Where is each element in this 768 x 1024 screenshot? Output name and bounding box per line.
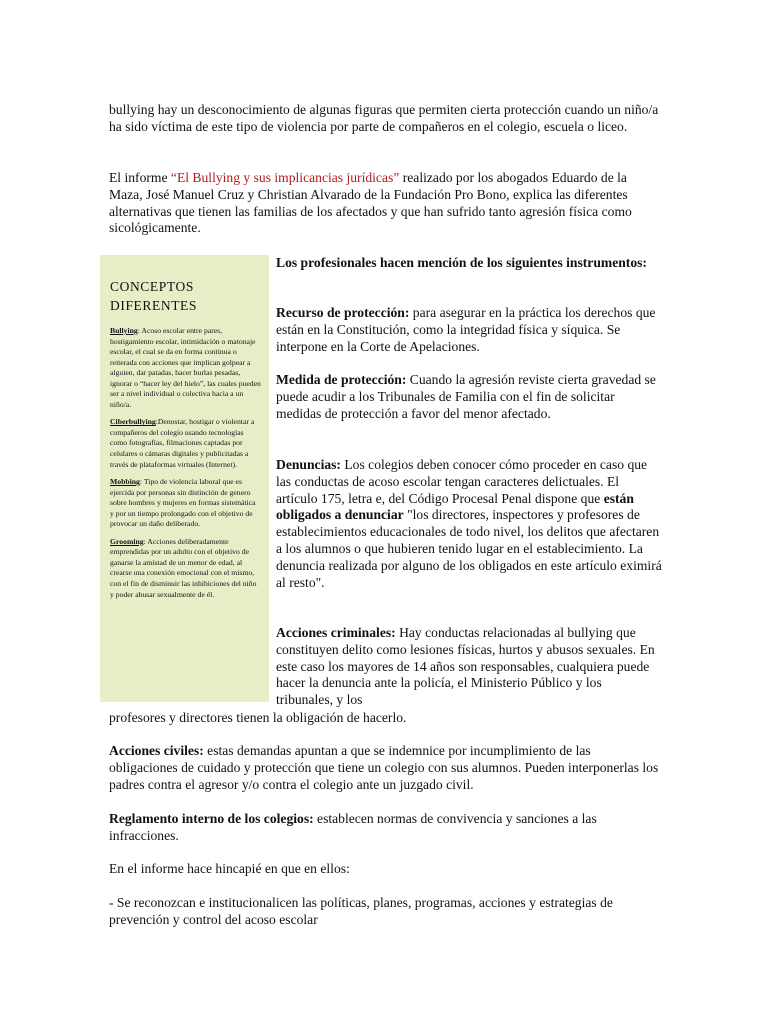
concept-term: Mobbing bbox=[110, 477, 140, 487]
medida-paragraph bbox=[276, 372, 662, 422]
criminales-label: Acciones criminales: bbox=[276, 625, 396, 640]
concept-definition: : Acciones deliberadamente emprendidas por un adulto con el objetivo de ganarse la amistad de un menor de edad, al crearse una conexión emocional con el mismo, con el fin de disminuir las inhibiciones del niño y poder abusar sexualmente de él. bbox=[110, 536, 257, 599]
concept-mobbing bbox=[110, 477, 261, 530]
denuncias-paragraph bbox=[276, 457, 662, 591]
criminales-text: Hay conductas relacionadas al bullying que constituyen delito como lesiones físicas, hurtos y abusos sexuales. En este caso los mayores de 14 años son responsables, cualquiera puede hacer la denuncia ante la policía, el Ministerio Público y los tribunales, y los bbox=[276, 625, 655, 708]
criminales-tail: profesores y directores tienen la obligación de hacerlo. bbox=[109, 710, 407, 725]
informe-body: realizado por los abogados Eduardo de la Maza, José Manuel Cruz y Christian Alvarado de la Fundación Pro Bono, explica las diferentes alternativas que tienen las familias de los afectados y que han sufrido tanto agresión física como sicológicamente. bbox=[109, 170, 632, 236]
medida-label: Medida de protección: bbox=[276, 372, 407, 387]
denuncias-label: Denuncias: bbox=[276, 457, 341, 472]
denuncias-quote: "los directores, inspectores y profesores de establecimientos educacionales de todo nivel, los delitos que afectaren a los alumnos o que hubieren tenido lugar en el establecimiento. La denuncia realizada por alguno de los obligados en este artículo eximirá al resto". bbox=[276, 507, 662, 590]
recurso-label: Recurso de protección: bbox=[276, 305, 410, 320]
reglamento-text: establecen normas de convivencia y sanciones a las infracciones. bbox=[109, 811, 597, 843]
instruments-heading bbox=[276, 255, 662, 272]
informe-note: En el informe hace hincapié en que en ellos: bbox=[109, 861, 350, 876]
denuncias-emphasis: están obligados a denunciar bbox=[276, 490, 634, 523]
concept-term: Grooming bbox=[110, 536, 144, 546]
reglamento-paragraph bbox=[109, 811, 661, 845]
informe-paragraph bbox=[109, 170, 661, 237]
concepts-sidebar bbox=[100, 255, 269, 702]
report-title: “El Bullying y sus implicancias jurídicas” bbox=[170, 170, 400, 185]
civiles-paragraph bbox=[109, 743, 661, 793]
concept-bullying bbox=[110, 326, 261, 410]
medida-text: Cuando la agresión reviste cierta gravedad se puede acudir a los Tribunales de Familia con el fin de solicitar medidas de protección a favor del menor afectado. bbox=[276, 372, 656, 421]
bullet-item: - Se reconozcan e institucionalicen las políticas, planes, programas, acciones y estrategias de prevención y control del acoso escolar bbox=[109, 895, 613, 927]
sidebar-title: CONCEPTOS DIFERENTES bbox=[110, 279, 197, 313]
concept-term: Bullying bbox=[110, 326, 138, 335]
recurso-text: para asegurar en la práctica los derechos que están en la Constitución, como la integridad física y síquica. Se interpone en la Corte de Apelaciones. bbox=[276, 305, 656, 354]
recurso-paragraph bbox=[276, 305, 662, 355]
civiles-label: Acciones civiles: bbox=[109, 743, 204, 758]
informe-lead: El informe bbox=[109, 170, 171, 185]
civiles-text: estas demandas apuntan a que se indemnice por incumplimiento de las obligaciones de cuidado y protección que tiene un colegio con sus alumnos. Pueden interponerlas los padres contra el agresor y/o contra el colegio ante un juzgado civil. bbox=[109, 743, 659, 792]
criminales-paragraph bbox=[276, 625, 662, 709]
reglamento-label: Reglamento interno de los colegios: bbox=[109, 811, 314, 826]
concept-term: Ciberbullying bbox=[110, 417, 156, 427]
instruments-heading-text: Los profesionales hacen mención de los siguientes instrumentos: bbox=[276, 255, 647, 270]
intro-paragraph: bullying hay un desconocimiento de algunas figuras que permiten cierta protección cuando un niño/a ha sido víctima de este tipo de violencia por parte de compañeros en el colegio, escuela o liceo. bbox=[109, 102, 659, 134]
concept-ciberbullying bbox=[110, 417, 261, 470]
concept-definition: : Tipo de violencia laboral que es ejercida por personas sin distinción de genero sobre hombres y mujeres en formas sistemática y por un tiempo prolongado con el objetivo de provocar un daño deliberado. bbox=[110, 477, 256, 529]
concept-definition: : Acoso escolar entre pares, hostigamiento escolar, intimidación o matonaje escolar, el cual se da en forma continua o reiterada con acciones que implican golpear a alguien, dar patadas, hacer burlas pesadas, ignorar o “hacer ley del hielo”, las cuales pueden ser a nivel individual o colectiva hacia a un niño/a. bbox=[110, 326, 261, 409]
concept-grooming bbox=[110, 537, 261, 600]
concept-definition: :Denostar, hostigar o violentar a compañeros del colegio usando tecnologías como fotografías, filmaciones captadas por celulares o cámaras digitales y publicitadas a través de plataformas virtuales (Internet). bbox=[110, 417, 255, 469]
denuncias-text: Los colegios deben conocer cómo proceder en caso que las conductas de acoso escolar tengan caracteres delictuales. El artículo 175, letra e, del Código Procesal Penal dispone que bbox=[276, 457, 648, 506]
